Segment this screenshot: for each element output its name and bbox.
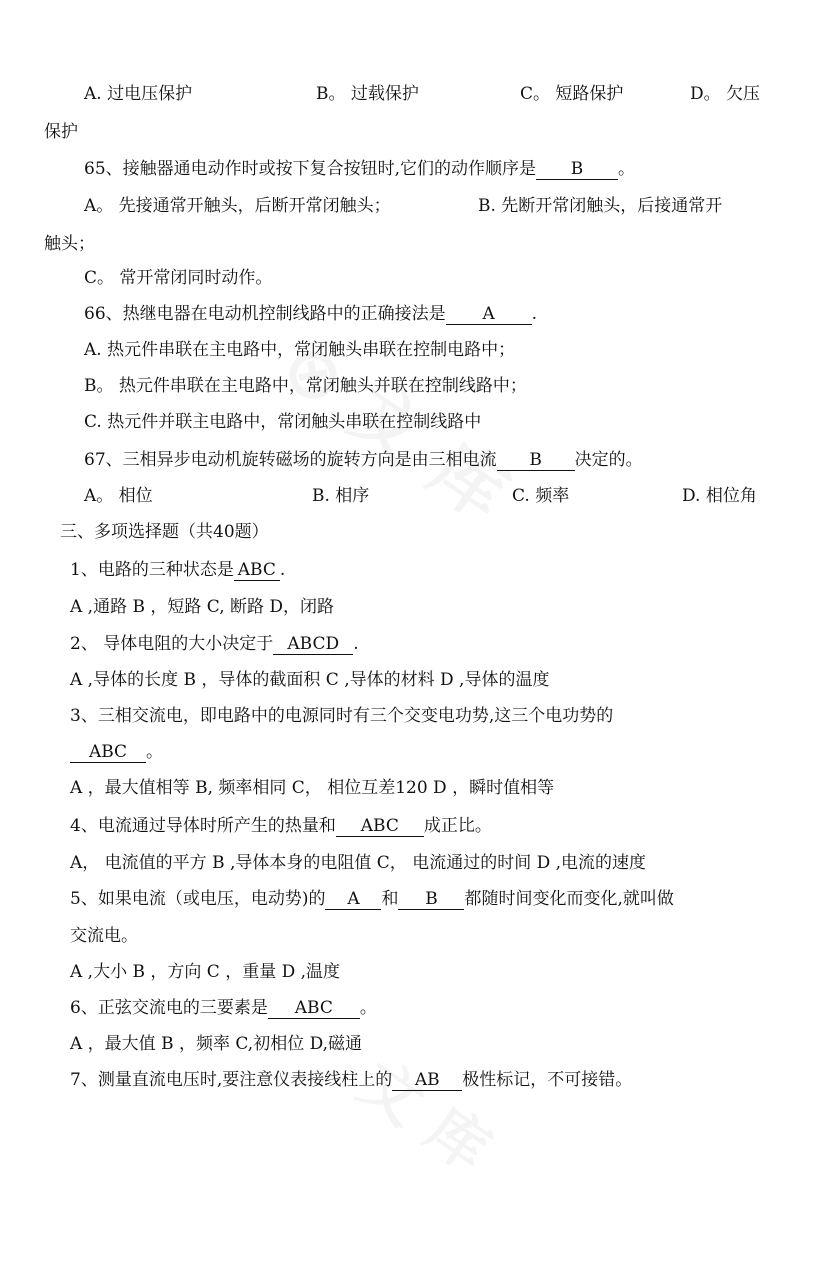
m2-stem: 2、 导体电阻的大小决定于	[70, 634, 274, 654]
m5-answer-1: A	[325, 889, 381, 910]
m5-options: A ,大小 B ，方向 C ，重量 D ,温度	[70, 962, 341, 982]
m2-answer: ABCD	[273, 634, 353, 655]
m5-mid: 和	[381, 889, 399, 909]
m1-stem: 1、电路的三种状态是	[70, 560, 234, 580]
m4-end: 成正比。	[423, 816, 492, 836]
m5-answer-2: B	[398, 889, 464, 910]
m1-question	[70, 558, 285, 582]
m7-stem: 7、测量直流电压时,要注意仪表接线柱上的	[70, 1070, 393, 1090]
q66-stem: 66、热继电器在电动机控制线路中的正确接法是	[84, 304, 446, 324]
m6-end: 。	[359, 998, 377, 1018]
m5-question	[70, 887, 674, 911]
m1-options: A ,通路 B ，短路 C, 断路 D，闭路	[70, 597, 335, 617]
q64-option-c: C。 短路保护	[520, 84, 624, 104]
m7-question	[70, 1068, 632, 1092]
q65-option-b: B. 先断开常闭触头，后接通常开	[478, 196, 723, 216]
q66-end: .	[531, 304, 538, 324]
q67-answer: B	[497, 450, 575, 471]
m5-end: 都随时间变化而变化,就叫做	[464, 889, 674, 909]
q67-option-c: C. 频率	[512, 486, 570, 506]
q66-option-b: B。 热元件串联在主电路中，常闭触头并联在控制线路中；	[84, 376, 527, 396]
m3-stem: 3、三相交流电，即电路中的电源同时有三个交变电功势,这三个电功势的	[70, 706, 614, 726]
q66-option-c: C. 热元件并联主电路中，常闭触头串联在控制线路中	[84, 412, 482, 432]
m3-answer: ABC	[70, 742, 146, 763]
q67-question	[84, 448, 643, 472]
m1-answer: ABC	[234, 560, 280, 581]
q66-answer: A	[446, 304, 532, 325]
m6-stem: 6、正弦交流电的三要素是	[70, 998, 268, 1018]
m6-answer: ABC	[268, 998, 360, 1019]
m3-options: A ，最大值相等 B, 频率相同 C， 相位互差120 D ，瞬时值相等	[70, 778, 555, 798]
q65-option-b-wrap: 触头；	[44, 234, 95, 254]
m2-end: .	[353, 634, 359, 654]
section-title: 三、多项选择题（共40题）	[60, 522, 269, 542]
m7-end: 极性标记，不可接错。	[462, 1070, 633, 1090]
m6-options: A ，最大值 B ，频率 C,初相位 D,磁通	[70, 1034, 363, 1054]
m6-question	[70, 996, 377, 1020]
q67-option-b: B. 相序	[312, 486, 370, 506]
q66-question	[84, 302, 537, 326]
m1-end: .	[279, 560, 286, 580]
m7-answer: AB	[392, 1070, 462, 1091]
q64-option-d: D。 欠压	[690, 84, 761, 104]
q64-option-a: A. 过电压保护	[84, 84, 193, 104]
m2-options: A ,导体的长度 B ，导体的截面积 C ,导体的材料 D ,导体的温度	[70, 670, 550, 690]
q65-question	[84, 157, 635, 181]
q64-option-wrap: 保护	[44, 122, 78, 142]
q65-stem: 65、接触器通电动作时或按下复合按钮时,它们的动作顺序是	[84, 159, 537, 179]
q65-option-c: C。 常开常闭同时动作。	[84, 268, 273, 288]
q67-end: 决定的。	[574, 450, 643, 470]
m4-question	[70, 814, 492, 838]
m5-wrap: 交流电。	[70, 926, 138, 946]
m4-stem: 4、电流通过导体时所产生的热量和	[70, 816, 336, 836]
q67-stem: 67、三相异步电动机旋转磁场的旋转方向是由三相电流	[84, 450, 497, 470]
m4-answer: ABC	[336, 816, 424, 837]
m3-end: 。	[146, 742, 163, 762]
m2-question	[70, 632, 359, 656]
m5-stem: 5、如果电流（或电压，电动势)的	[70, 889, 326, 909]
q65-end: 。	[618, 159, 636, 179]
q67-option-d: D. 相位角	[682, 486, 757, 506]
m4-options: A， 电流值的平方 B ,导体本身的电阻值 C， 电流通过的时间 D ,电流的速度	[70, 853, 647, 873]
q65-option-a: A。 先接通常开触头，后断开常闭触头；	[84, 196, 391, 216]
q67-option-a: A。 相位	[84, 486, 153, 506]
q66-option-a: A. 热元件串联在主电路中，常闭触头串联在控制电路中；	[84, 340, 516, 360]
q65-answer: B	[536, 159, 618, 180]
m3-answer-line	[70, 740, 163, 764]
q64-option-b: B。 过载保护	[316, 84, 419, 104]
